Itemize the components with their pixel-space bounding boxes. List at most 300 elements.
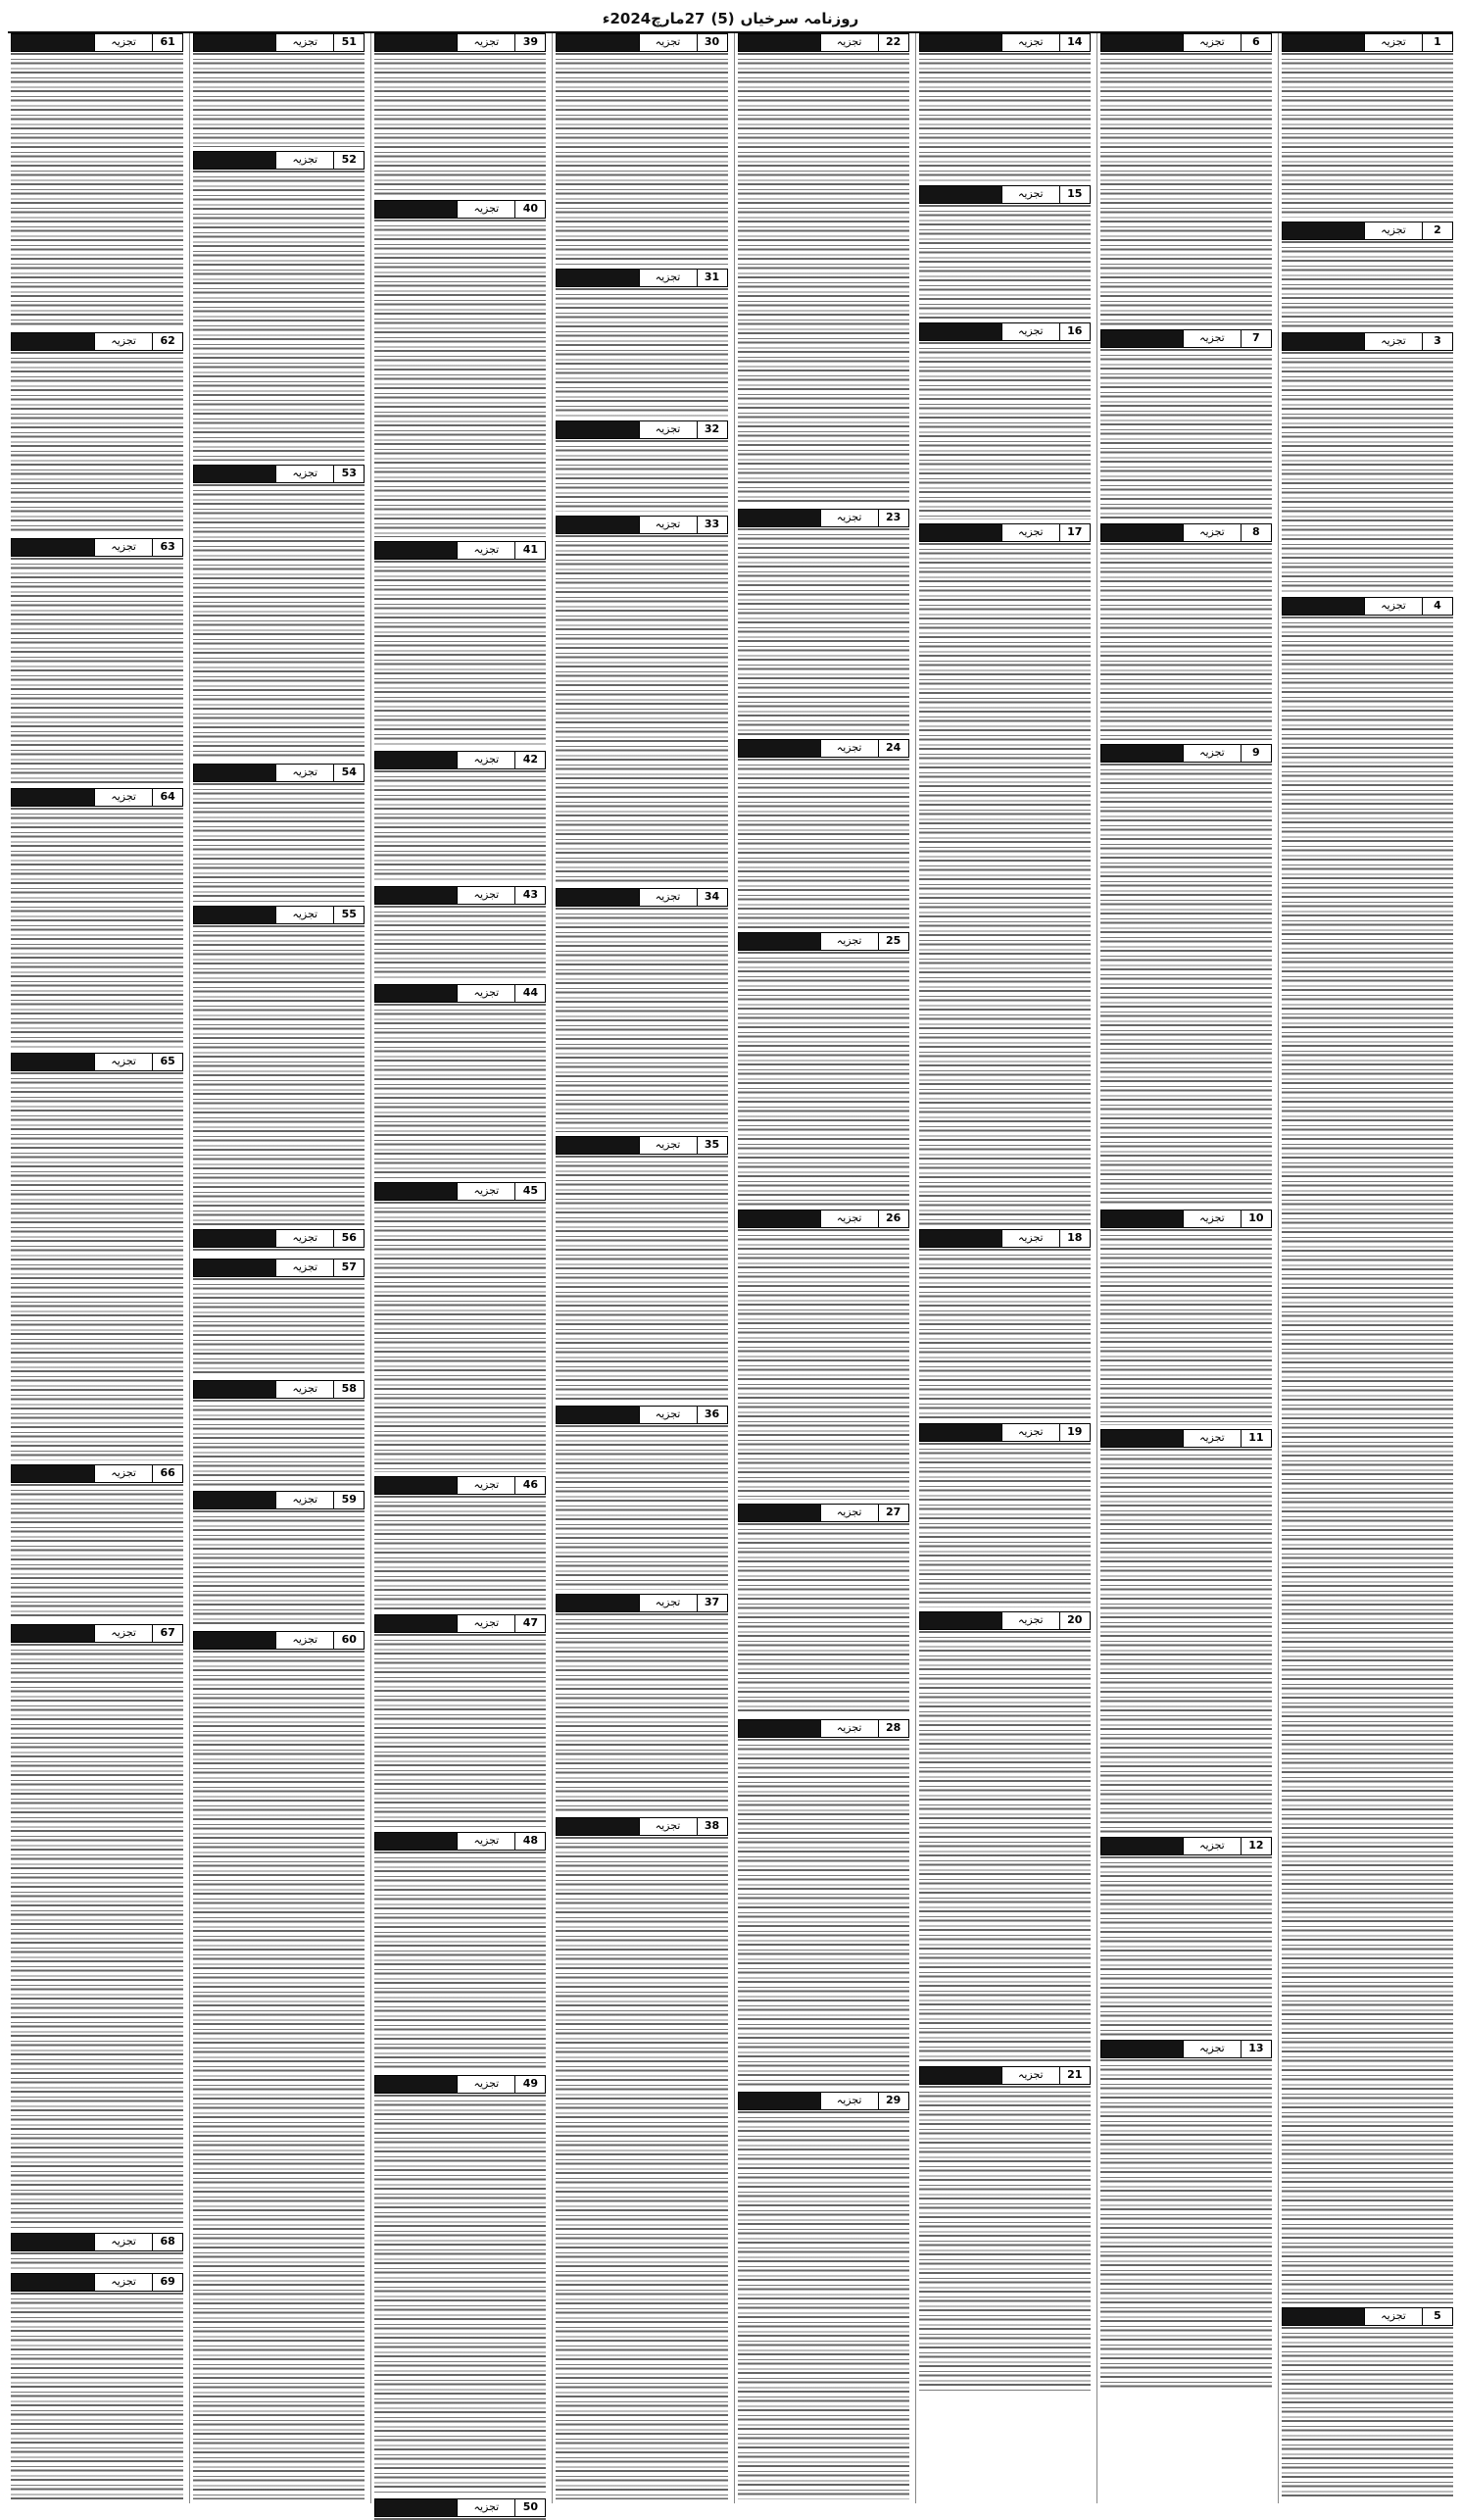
item-header: [11, 1053, 183, 1071]
article-text-block: [919, 53, 1091, 181]
item-header: [1100, 744, 1272, 763]
news-column: [1278, 33, 1453, 2503]
header-bar: [557, 889, 638, 906]
paper-name: روزنامہ سرخیاں: [740, 10, 859, 27]
item-number: 67: [152, 1625, 182, 1642]
news-item: [11, 1624, 183, 2229]
header-bar: [194, 1260, 275, 1276]
item-label: تجزیہ: [275, 1381, 333, 1398]
item-header: [738, 509, 909, 527]
item-header: [193, 1380, 365, 1399]
header-bar: [739, 933, 820, 950]
item-label: تجزیہ: [457, 542, 514, 559]
item-number: 36: [697, 1407, 727, 1423]
article-text-block: [1100, 1229, 1272, 1425]
item-header: [11, 2233, 183, 2251]
article-text-block: [919, 1249, 1091, 1419]
news-item: [556, 269, 727, 417]
article-text-block: [919, 1443, 1091, 1607]
item-header: [193, 465, 365, 483]
news-item: [11, 33, 183, 328]
article-text-block: [919, 342, 1091, 519]
item-label: تجزیہ: [639, 421, 697, 438]
item-label: تجزیہ: [457, 2076, 514, 2093]
item-label: تجزیہ: [94, 2234, 152, 2250]
article-text-block: [11, 1484, 183, 1620]
item-header: [11, 2273, 183, 2292]
item-label: تجزیہ: [275, 1260, 333, 1276]
header-bar: [12, 1054, 94, 1070]
news-item: [919, 1229, 1091, 1419]
item-number: 13: [1241, 2041, 1271, 2057]
header-bar: [739, 1720, 820, 1737]
item-header: [1100, 1837, 1272, 1855]
article-text-block: [193, 1249, 365, 1255]
item-header: [1100, 33, 1272, 52]
item-label: تجزیہ: [639, 1137, 697, 1154]
item-number: 8: [1241, 524, 1271, 541]
header-bar: [12, 1625, 94, 1642]
item-number: 52: [333, 152, 364, 169]
item-header: [919, 1611, 1091, 1630]
item-header: [919, 1229, 1091, 1248]
article-text-block: [556, 908, 727, 1132]
news-item: [738, 33, 909, 505]
news-item: [556, 1136, 727, 1402]
news-item: [374, 1832, 546, 2071]
item-number: 42: [514, 752, 545, 768]
news-column: [1096, 33, 1272, 2503]
item-number: 17: [1059, 524, 1090, 541]
item-number: 62: [152, 333, 182, 350]
news-item: [738, 509, 909, 735]
masthead: [8, 6, 1453, 33]
news-item: [556, 420, 727, 512]
news-item: [919, 2066, 1091, 2392]
item-number: 64: [152, 789, 182, 806]
article-grid: [8, 33, 1453, 2513]
item-header: [1100, 329, 1272, 348]
item-header: [738, 739, 909, 758]
item-number: 69: [152, 2274, 182, 2291]
news-item: [556, 33, 727, 265]
header-bar: [739, 510, 820, 526]
item-number: 18: [1059, 1230, 1090, 1247]
header-bar: [557, 1407, 638, 1423]
article-text-block: [193, 1651, 365, 2499]
article-text-block: [193, 783, 365, 902]
item-number: 25: [878, 933, 908, 950]
item-label: تجزیہ: [820, 1505, 878, 1521]
header-bar: [1101, 1838, 1183, 1854]
news-item: [1100, 523, 1272, 740]
news-item: [374, 33, 546, 196]
item-label: تجزیہ: [1183, 1838, 1241, 1854]
article-text-block: [556, 1837, 727, 2499]
article-text-block: [556, 1156, 727, 1402]
item-number: 43: [514, 887, 545, 904]
header-bar: [557, 517, 638, 533]
item-label: تجزیہ: [820, 510, 878, 526]
item-label: تجزیہ: [639, 1595, 697, 1611]
item-label: تجزیہ: [457, 34, 514, 51]
article-text-block: [193, 171, 365, 461]
article-text-block: [738, 53, 909, 505]
item-label: تجزیہ: [820, 2093, 878, 2109]
header-bar: [557, 270, 638, 286]
item-header: [374, 33, 546, 52]
article-text-block: [556, 535, 727, 884]
header-bar: [1283, 34, 1364, 51]
header-bar: [739, 1211, 820, 1227]
article-text-block: [374, 906, 546, 980]
article-text-block: [193, 53, 365, 147]
news-item: [11, 788, 183, 1049]
item-number: 68: [152, 2234, 182, 2250]
item-number: 61: [152, 34, 182, 51]
item-header: [738, 1504, 909, 1522]
news-item: [738, 2092, 909, 2499]
item-label: تجزیہ: [457, 1615, 514, 1632]
item-label: تجزیہ: [457, 2499, 514, 2516]
item-number: 49: [514, 2076, 545, 2093]
item-header: [1282, 597, 1453, 616]
item-label: تجزیہ: [1001, 524, 1059, 541]
news-item: [193, 1631, 365, 2499]
news-item: [556, 1817, 727, 2499]
item-header: [374, 886, 546, 905]
item-label: تجزیہ: [639, 889, 697, 906]
header-bar: [920, 524, 1001, 541]
article-text-block: [374, 220, 546, 537]
article-text-block: [738, 1739, 909, 2088]
article-text-block: [1100, 53, 1272, 325]
item-label: تجزیہ: [820, 933, 878, 950]
article-text-block: [374, 1496, 546, 1610]
item-number: 37: [697, 1595, 727, 1611]
item-label: تجزیہ: [457, 752, 514, 768]
item-label: تجزیہ: [639, 1818, 697, 1835]
item-header: [374, 1832, 546, 1851]
article-text-block: [738, 1523, 909, 1715]
item-header: [556, 1594, 727, 1612]
header-bar: [1101, 330, 1183, 347]
item-number: 14: [1059, 34, 1090, 51]
news-item: [1100, 1837, 1272, 2036]
item-number: 56: [333, 1230, 364, 1247]
item-label: تجزیہ: [1001, 1424, 1059, 1441]
header-bar: [557, 1137, 638, 1154]
article-text-block: [193, 1510, 365, 1627]
news-item: [11, 1464, 183, 1620]
header-bar: [1101, 2041, 1183, 2057]
header-bar: [12, 2274, 94, 2291]
item-header: [556, 1817, 727, 1836]
item-header: [919, 523, 1091, 542]
item-header: [1282, 332, 1453, 351]
header-bar: [920, 1612, 1001, 1629]
item-header: [738, 1210, 909, 1228]
item-label: تجزیہ: [94, 2274, 152, 2291]
header-bar: [375, 985, 457, 1002]
item-label: تجزیہ: [275, 1230, 333, 1247]
news-item: [11, 538, 183, 784]
header-bar: [920, 186, 1001, 203]
article-text-block: [556, 288, 727, 417]
item-header: [1100, 1429, 1272, 1448]
article-text-block: [738, 528, 909, 735]
item-label: تجزیہ: [1001, 1612, 1059, 1629]
item-label: تجزیہ: [1364, 333, 1422, 350]
news-item: [556, 888, 727, 1132]
article-text-block: [1100, 2059, 1272, 2390]
item-header: [374, 1182, 546, 1201]
news-item: [374, 1614, 546, 1828]
article-text-block: [11, 352, 183, 534]
item-label: تجزیہ: [94, 34, 152, 51]
header-bar: [12, 539, 94, 556]
header-bar: [375, 201, 457, 218]
item-label: تجزیہ: [1001, 186, 1059, 203]
item-number: 12: [1241, 1838, 1271, 1854]
item-label: تجزیہ: [275, 765, 333, 781]
item-header: [193, 33, 365, 52]
news-item: [919, 1423, 1091, 1607]
item-number: 58: [333, 1381, 364, 1398]
article-text-block: [556, 53, 727, 265]
item-number: 33: [697, 517, 727, 533]
article-text-block: [374, 770, 546, 882]
item-label: تجزیہ: [94, 539, 152, 556]
item-header: [374, 2498, 546, 2517]
article-text-block: [1282, 241, 1453, 328]
article-text-block: [374, 1634, 546, 1828]
item-label: تجزیہ: [820, 740, 878, 757]
item-header: [1282, 33, 1453, 52]
article-text-block: [919, 543, 1091, 1225]
item-number: 54: [333, 765, 364, 781]
news-item: [11, 2233, 183, 2269]
article-text-block: [1100, 543, 1272, 740]
header-bar: [1283, 333, 1364, 350]
news-column: [552, 33, 727, 2503]
article-text-block: [1282, 53, 1453, 218]
item-label: تجزیہ: [457, 1833, 514, 1850]
item-number: 4: [1422, 598, 1452, 615]
item-number: 29: [878, 2093, 908, 2109]
item-header: [1100, 523, 1272, 542]
article-text-block: [1282, 2327, 1453, 2499]
item-label: تجزیہ: [275, 907, 333, 923]
header-bar: [12, 34, 94, 51]
item-label: تجزیہ: [1183, 2041, 1241, 2057]
article-text-block: [738, 2111, 909, 2499]
item-number: 50: [514, 2499, 545, 2516]
item-label: تجزیہ: [1183, 1211, 1241, 1227]
item-header: [374, 200, 546, 219]
item-header: [193, 1259, 365, 1277]
item-label: تجزیہ: [1183, 1430, 1241, 1447]
header-bar: [194, 152, 275, 169]
header-bar: [739, 34, 820, 51]
news-item: [1282, 332, 1453, 593]
header-bar: [920, 323, 1001, 340]
item-header: [556, 269, 727, 287]
item-number: 28: [878, 1720, 908, 1737]
item-label: تجزیہ: [639, 1407, 697, 1423]
news-item: [193, 1229, 365, 1255]
news-item: [1100, 1210, 1272, 1425]
edition-number: (5): [710, 10, 735, 27]
header-bar: [194, 34, 275, 51]
item-header: [193, 1631, 365, 1650]
news-item: [738, 1719, 909, 2088]
item-header: [11, 1464, 183, 1483]
news-item: [919, 322, 1091, 519]
news-item: [374, 984, 546, 1178]
news-column: [370, 33, 546, 2513]
item-header: [919, 322, 1091, 341]
item-label: تجزیہ: [639, 517, 697, 533]
header-bar: [557, 1818, 638, 1835]
header-bar: [12, 333, 94, 350]
item-number: 7: [1241, 330, 1271, 347]
item-number: 6: [1241, 34, 1271, 51]
article-text-block: [738, 952, 909, 1206]
article-text-block: [11, 808, 183, 1049]
header-bar: [920, 34, 1001, 51]
item-label: تجزیہ: [820, 34, 878, 51]
article-text-block: [1100, 349, 1272, 519]
item-label: تجزیہ: [1183, 330, 1241, 347]
header-bar: [739, 740, 820, 757]
item-number: 15: [1059, 186, 1090, 203]
header-bar: [12, 789, 94, 806]
item-label: تجزیہ: [275, 152, 333, 169]
news-item: [374, 200, 546, 537]
item-header: [1282, 2307, 1453, 2326]
item-number: 53: [333, 466, 364, 482]
news-item: [919, 1611, 1091, 2062]
header-bar: [375, 1615, 457, 1632]
item-number: 24: [878, 740, 908, 757]
article-text-block: [374, 1852, 546, 2071]
article-text-block: [1282, 617, 1453, 2303]
item-header: [374, 1476, 546, 1495]
news-item: [193, 151, 365, 461]
news-item: [193, 764, 365, 902]
news-item: [1100, 33, 1272, 325]
item-number: 32: [697, 421, 727, 438]
article-text-block: [919, 205, 1091, 319]
news-item: [1100, 329, 1272, 519]
article-text-block: [1282, 352, 1453, 593]
header-bar: [739, 2093, 820, 2109]
item-header: [374, 541, 546, 560]
item-header: [738, 1719, 909, 1738]
article-text-block: [1100, 764, 1272, 1206]
item-header: [738, 2092, 909, 2110]
item-number: 66: [152, 1465, 182, 1482]
item-label: تجزیہ: [94, 1054, 152, 1070]
news-item: [11, 332, 183, 534]
item-header: [11, 332, 183, 351]
header-bar: [920, 1424, 1001, 1441]
header-bar: [375, 1833, 457, 1850]
item-number: 48: [514, 1833, 545, 1850]
article-text-block: [556, 440, 727, 512]
item-label: تجزیہ: [457, 1183, 514, 1200]
item-number: 31: [697, 270, 727, 286]
article-text-block: [193, 925, 365, 1225]
news-item: [738, 932, 909, 1206]
header-bar: [1283, 2308, 1364, 2325]
header-bar: [920, 2067, 1001, 2084]
item-number: 21: [1059, 2067, 1090, 2084]
news-item: [374, 1476, 546, 1610]
item-header: [919, 2066, 1091, 2085]
news-item: [1282, 33, 1453, 218]
news-column: [8, 33, 183, 2503]
item-header: [11, 538, 183, 557]
item-number: 10: [1241, 1211, 1271, 1227]
item-header: [193, 764, 365, 782]
article-text-block: [556, 1613, 727, 1813]
news-item: [374, 886, 546, 980]
item-header: [556, 516, 727, 534]
article-text-block: [556, 1425, 727, 1590]
item-number: 47: [514, 1615, 545, 1632]
header-bar: [194, 1632, 275, 1649]
item-number: 65: [152, 1054, 182, 1070]
header-bar: [375, 752, 457, 768]
news-item: [556, 1406, 727, 1590]
news-item: [193, 906, 365, 1225]
article-text-block: [11, 1644, 183, 2229]
news-item: [1100, 1429, 1272, 1833]
article-text-block: [11, 558, 183, 784]
item-header: [1100, 2040, 1272, 2058]
item-number: 16: [1059, 323, 1090, 340]
item-label: تجزیہ: [94, 1465, 152, 1482]
item-header: [556, 1406, 727, 1424]
item-number: 39: [514, 34, 545, 51]
article-text-block: [11, 1072, 183, 1460]
item-header: [374, 984, 546, 1003]
news-item: [556, 516, 727, 884]
news-item: [919, 33, 1091, 181]
header-bar: [557, 421, 638, 438]
item-header: [556, 33, 727, 52]
item-header: [1282, 222, 1453, 240]
news-item: [1100, 744, 1272, 1206]
news-item: [193, 1491, 365, 1627]
item-header: [193, 1229, 365, 1248]
item-header: [738, 33, 909, 52]
header-bar: [194, 466, 275, 482]
item-header: [374, 2075, 546, 2094]
header-bar: [375, 34, 457, 51]
news-item: [919, 185, 1091, 319]
news-item: [1282, 222, 1453, 328]
article-text-block: [374, 561, 546, 747]
item-label: تجزیہ: [94, 789, 152, 806]
item-label: تجزیہ: [820, 1720, 878, 1737]
news-item: [11, 1053, 183, 1460]
header-bar: [375, 1477, 457, 1494]
article-text-block: [374, 1004, 546, 1178]
header-bar: [920, 1230, 1001, 1247]
